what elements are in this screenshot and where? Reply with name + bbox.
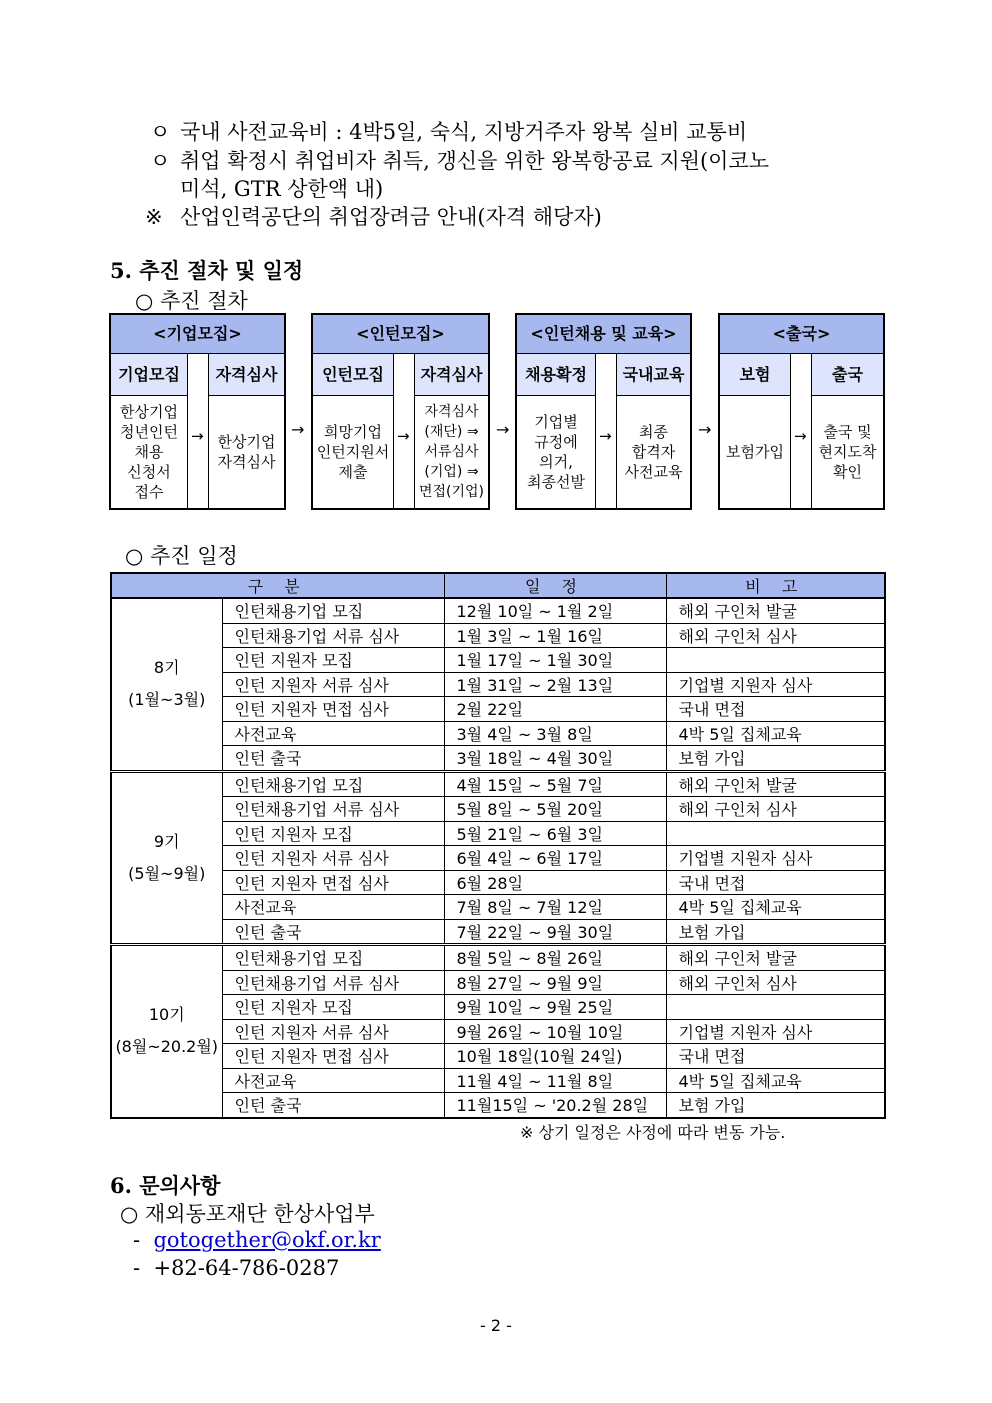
date-cell: 6월 4일 ~ 6월 17일: [444, 846, 666, 871]
page-number: - 2 -: [480, 1316, 512, 1335]
table-header-row: [111, 573, 885, 598]
table-row: [111, 870, 885, 895]
flow-step-body: 출국 및 현지도착 확인: [818, 423, 877, 481]
flow-step-label: 채용확정: [517, 354, 595, 396]
flow-group-header: <인턴모집>: [313, 315, 488, 354]
bullet-training-cost: ㅇ 국내 사전교육비 : 4박5일, 숙식, 지방거주자 왕복 실비 교통비: [150, 120, 748, 144]
inner-arrow-icon: →: [397, 427, 410, 445]
arrow-right-icon: →: [698, 420, 712, 439]
remark-cell: 4박 5일 집체교육: [666, 1068, 885, 1093]
bullet-incentive-note: ※ 산업인력공단의 취업장려금 안내(자격 해당자): [145, 205, 602, 229]
remark-cell: 보험 가입: [666, 919, 885, 945]
contact-email-line: - gotogether@okf.or.kr: [133, 1228, 381, 1252]
flow-step-body: 한상기업 자격심사: [217, 433, 276, 471]
task-cell: 인턴 지원자 서류 심사: [222, 672, 444, 697]
date-cell: 2월 22일: [444, 697, 666, 722]
header-schedule: 일 정: [444, 573, 666, 598]
remark-cell: 국내 면접: [666, 870, 885, 895]
date-cell: 3월 4일 ~ 3월 8일: [444, 721, 666, 746]
date-cell: 4월 15일 ~ 5월 7일: [444, 771, 666, 797]
task-cell: 인턴채용기업 서류 심사: [222, 623, 444, 648]
task-cell: 사전교육: [222, 895, 444, 920]
date-cell: 11월 4일 ~ 11월 8일: [444, 1068, 666, 1093]
flow-step-label: 출국: [812, 354, 883, 396]
date-cell: 5월 8일 ~ 5월 20일: [444, 797, 666, 822]
table-row: [111, 672, 885, 697]
table-row: [111, 1093, 885, 1118]
date-cell: 6월 28일: [444, 870, 666, 895]
table-row: [111, 697, 885, 722]
task-cell: 인턴 지원자 모집: [222, 821, 444, 846]
remark-cell: [666, 995, 885, 1020]
arrow-right-icon: →: [291, 420, 305, 439]
header-category: 구 분: [111, 573, 444, 598]
task-cell: 인턴채용기업 서류 심사: [222, 970, 444, 995]
task-cell: 사전교육: [222, 1068, 444, 1093]
date-cell: 7월 22일 ~ 9월 30일: [444, 919, 666, 945]
remark-cell: [666, 648, 885, 673]
bullet-airfare: ㅇ 취업 확정시 취업비자 취득, 갱신을 위한 왕복항공료 지원(이코노: [150, 149, 770, 173]
date-cell: 9월 10일 ~ 9월 25일: [444, 995, 666, 1020]
task-cell: 인턴채용기업 서류 심사: [222, 797, 444, 822]
remark-cell: 해외 구인처 심사: [666, 797, 885, 822]
flow-group-intern: [311, 313, 490, 510]
task-cell: 인턴채용기업 모집: [222, 771, 444, 797]
date-cell: 5월 21일 ~ 6월 3일: [444, 821, 666, 846]
task-cell: 인턴채용기업 모집: [222, 598, 444, 623]
table-row: [111, 771, 885, 797]
remark-cell: 기업별 지원자 심사: [666, 672, 885, 697]
flow-step-label: 인턴모집: [313, 354, 393, 396]
table-row: [111, 598, 885, 623]
cohort-label: 8기 (1월~3월): [111, 598, 222, 771]
task-cell: 인턴 출국: [222, 746, 444, 772]
email-link[interactable]: gotogether@okf.or.kr: [153, 1228, 381, 1252]
table-row: [111, 1019, 885, 1044]
task-cell: 사전교육: [222, 721, 444, 746]
remark-cell: 보험 가입: [666, 1093, 885, 1118]
cohort-label: 10기 (8월~20.2월): [111, 945, 222, 1118]
date-cell: 9월 26일 ~ 10월 10일: [444, 1019, 666, 1044]
remark-cell: 보험 가입: [666, 746, 885, 772]
flow-step-body: 희망기업 인턴지원서 제출: [316, 423, 390, 481]
table-row: [111, 746, 885, 772]
contact-phone-line: - +82-64-786-0287: [133, 1256, 340, 1280]
flow-group-departure: [718, 313, 885, 510]
table-row: [111, 623, 885, 648]
flow-step-label: 자격심사: [415, 354, 488, 396]
task-cell: 인턴 지원자 서류 심사: [222, 1019, 444, 1044]
remark-cell: 해외 구인처 심사: [666, 623, 885, 648]
remark-cell: 해외 구인처 발굴: [666, 598, 885, 623]
flow-step-label: 국내교육: [617, 354, 690, 396]
date-cell: 11월15일 ~ '20.2월 28일: [444, 1093, 666, 1118]
remark-cell: [666, 821, 885, 846]
date-cell: 3월 18일 ~ 4월 30일: [444, 746, 666, 772]
table-row: [111, 846, 885, 871]
inner-arrow-icon: →: [794, 427, 807, 445]
arrow-right-icon: →: [496, 420, 510, 439]
remark-cell: 국내 면접: [666, 1044, 885, 1069]
remark-cell: 기업별 지원자 심사: [666, 846, 885, 871]
section-6-title: 6. 문의사항: [110, 1173, 221, 1198]
remark-cell: 해외 구인처 발굴: [666, 945, 885, 971]
schedule-table: [110, 572, 886, 1119]
schedule-subtitle: ○ 추진 일정: [125, 544, 238, 568]
task-cell: 인턴 지원자 서류 심사: [222, 846, 444, 871]
date-cell: 12월 10일 ~ 1월 2일: [444, 598, 666, 623]
table-row: [111, 1068, 885, 1093]
table-row: [111, 995, 885, 1020]
table-row: [111, 797, 885, 822]
header-remarks: 비 고: [666, 573, 885, 598]
remark-cell: 국내 면접: [666, 697, 885, 722]
phone-number: +82-64-786-0287: [153, 1256, 340, 1280]
date-cell: 8월 5일 ~ 8월 26일: [444, 945, 666, 971]
flow-step-body: 기업별 규정에 의거, 최종선발: [527, 413, 585, 491]
date-cell: 1월 3일 ~ 1월 16일: [444, 623, 666, 648]
flow-step-label: 자격심사: [209, 354, 284, 396]
task-cell: 인턴 지원자 면접 심사: [222, 870, 444, 895]
flow-step-label: 보험: [720, 354, 790, 396]
flow-group-header: <출국>: [720, 315, 883, 354]
table-row: [111, 721, 885, 746]
flow-group-header: <인턴채용 및 교육>: [517, 315, 690, 354]
table-row: [111, 970, 885, 995]
flow-group-hiring: [515, 313, 692, 510]
table-row: [111, 895, 885, 920]
section-5-title: 5. 추진 절차 및 일정: [110, 258, 304, 283]
flow-step-body: 보험가입: [726, 443, 784, 461]
schedule-note: ※ 상기 일정은 사정에 따라 변동 가능.: [520, 1123, 786, 1142]
flow-step-label: 기업모집: [111, 354, 187, 396]
cohort-label: 9기 (5월~9월): [111, 771, 222, 945]
table-row: [111, 648, 885, 673]
table-row: [111, 945, 885, 971]
remark-cell: 해외 구인처 심사: [666, 970, 885, 995]
procedure-subtitle: ○ 추진 절차: [135, 289, 248, 313]
remark-cell: 해외 구인처 발굴: [666, 771, 885, 797]
inner-arrow-icon: →: [599, 427, 612, 445]
task-cell: 인턴 지원자 면접 심사: [222, 1044, 444, 1069]
date-cell: 7월 8일 ~ 7월 12일: [444, 895, 666, 920]
flow-group-header: <기업모집>: [111, 315, 284, 354]
remark-cell: 4박 5일 집체교육: [666, 721, 885, 746]
contact-org: ○ 재외동포재단 한상사업부: [120, 1202, 375, 1226]
flow-step-body: 최종 합격자 사전교육: [624, 423, 683, 481]
task-cell: 인턴 출국: [222, 919, 444, 945]
remark-cell: 4박 5일 집체교육: [666, 895, 885, 920]
inner-arrow-icon: →: [191, 427, 204, 445]
task-cell: 인턴 출국: [222, 1093, 444, 1118]
table-row: [111, 919, 885, 945]
date-cell: 10월 18일(10월 24일): [444, 1044, 666, 1069]
flow-step-body: 자격심사 (재단) ⇒ 서류심사 (기업) ⇒ 면접(기업): [418, 404, 485, 500]
flow-step-body: 한상기업 청년인턴 채용 신청서 접수: [120, 403, 178, 501]
date-cell: 1월 31일 ~ 2월 13일: [444, 672, 666, 697]
bullet-airfare-cont: 미석, GTR 상한액 내): [180, 177, 384, 201]
task-cell: 인턴 지원자 모집: [222, 648, 444, 673]
table-row: [111, 821, 885, 846]
table-row: [111, 1044, 885, 1069]
task-cell: 인턴 지원자 면접 심사: [222, 697, 444, 722]
remark-cell: 기업별 지원자 심사: [666, 1019, 885, 1044]
flow-group-company: [109, 313, 286, 510]
date-cell: 1월 17일 ~ 1월 30일: [444, 648, 666, 673]
task-cell: 인턴 지원자 모집: [222, 995, 444, 1020]
date-cell: 8월 27일 ~ 9월 9일: [444, 970, 666, 995]
task-cell: 인턴채용기업 모집: [222, 945, 444, 971]
